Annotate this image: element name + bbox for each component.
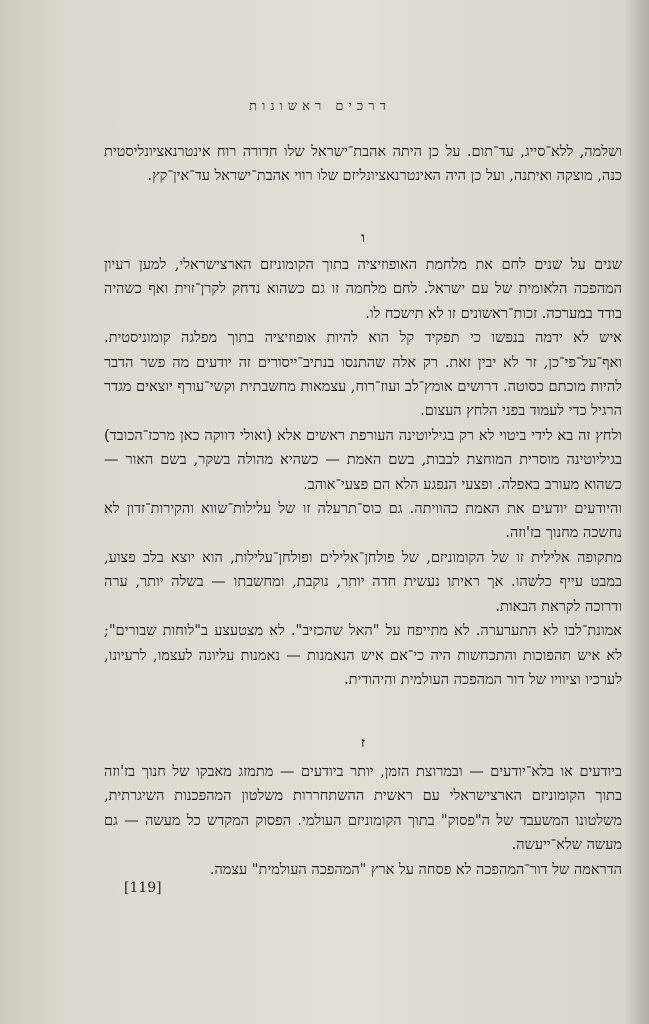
page-spine-shadow [623,0,649,1024]
running-head: דרכים ראשונות [249,99,391,114]
opening-text-block [104,140,622,189]
paragraph: ולחץ זה בא לידי ביטוי לא רק בגיליוטינה העורפת ראשים אלא (ואולי דווקה כאן מרכז־הכובד) בגיליוטינה מוסרית המוחצת לבבות, בשם האמת — כשהיא מהולה בשקר, בשם האור — כשהוא מעורב באפלה. ופצעי הנפגע הלא הם פצעי־אוהב. [104,427,622,493]
paragraph: שנים על שנים לחם את מלחמת האופוזיציה בתוך הקומוניזם הארצישראלי, למען רעיון המהפכה הלאומית של עם ישראל. לחם מלחמה זו גם כשהוא נדחק לקרן־זוית ואף כשהיה בודד במערכה. זכות־ראשונים זו לא תישכח לו. [104,257,622,322]
section-number: ז [361,735,365,751]
section-text-block [104,253,622,692]
section-number: ו [361,230,365,246]
paragraph: והיודעים יודעים את האמת כהוויתה. גם כוס־תרעלה זו של עלילות־שווא והקירות־זדון לא נחשכה מחנוך בז'וזה. [104,501,622,542]
paragraph: הדראמה של דור־המהפכה לא פסחה על ארץ "המהפכה העולמית" עצמה. [209,861,622,878]
paragraph: אמונת־לבו לא התערערה. לא מתייפח על "האל שהכזיב". לא מצטעצע ב"לוחות שבורים"; לא איש תהפוכות והתכחשות היה כי־אם איש הנאמנות — נאמנות עליונה לעצמו, לרעיונו, לערכיו וציוויו של דור המהפכה העולמית והיהודית. [104,623,622,688]
page-number: [119] [124,880,162,896]
paragraph: ביודעים או בלא־יודעים — ובמרוצת הזמן, יותר ביודעים — מתמזג מאבקו של חנוך בז'וזה בתוך הקומוניזם הארצישראלי עם ראשית ההשתחררות משלטון המהפכנות השיגרתית, משלטונו המשעבד של ה"פסוק" בתוך הקומוניזם העולמי. הפסוק המקדש כל מעשה — גם מעשה שלא־ייעשה. [104,764,622,854]
paragraph: מתקופה אלילית זו של הקומוניזם, של פולחן־אלילים ופולחן־עלילות, הוא יוצא בלב פצוע, במבט עייף כלשהו. אך ראיתו נעשית חדה יותר, נוקבת, ומחשבתו — בשלה יותר, ערה ודרוכה לקראת הבאות. [104,549,622,615]
paragraph: ושלמה, ללא־סייג, עד־תום. על כן היתה אהבת־ישראל שלו חדורה רוח אינטרנאציונליסטית כנה, מוצקה ואיתנה, ועל כן היה האינטרנאציונליזם שלו רווי אהבת־ישראל עד־אין־קץ. [104,144,622,185]
section-text-block [104,760,622,882]
paragraph: איש לא ידמה בנפשו כי תפקיד קל הוא להיות אופוזיציה בתוך מפלגה קומוניסטית. ואף־על־פי־כן, זר לא יבין זאת. רק אלה שהתנסו בנתיב־ייסורים זה יודעים מה פשר הדבר להיות מוכתם כסוטה. דרושים אומץ־לב ועוז־רוח, עצמאות מחשבתית וקשי־עורף יוצאים מגדר הרגיל כדי לעמוד בפני הלחץ העצום. [104,330,622,420]
